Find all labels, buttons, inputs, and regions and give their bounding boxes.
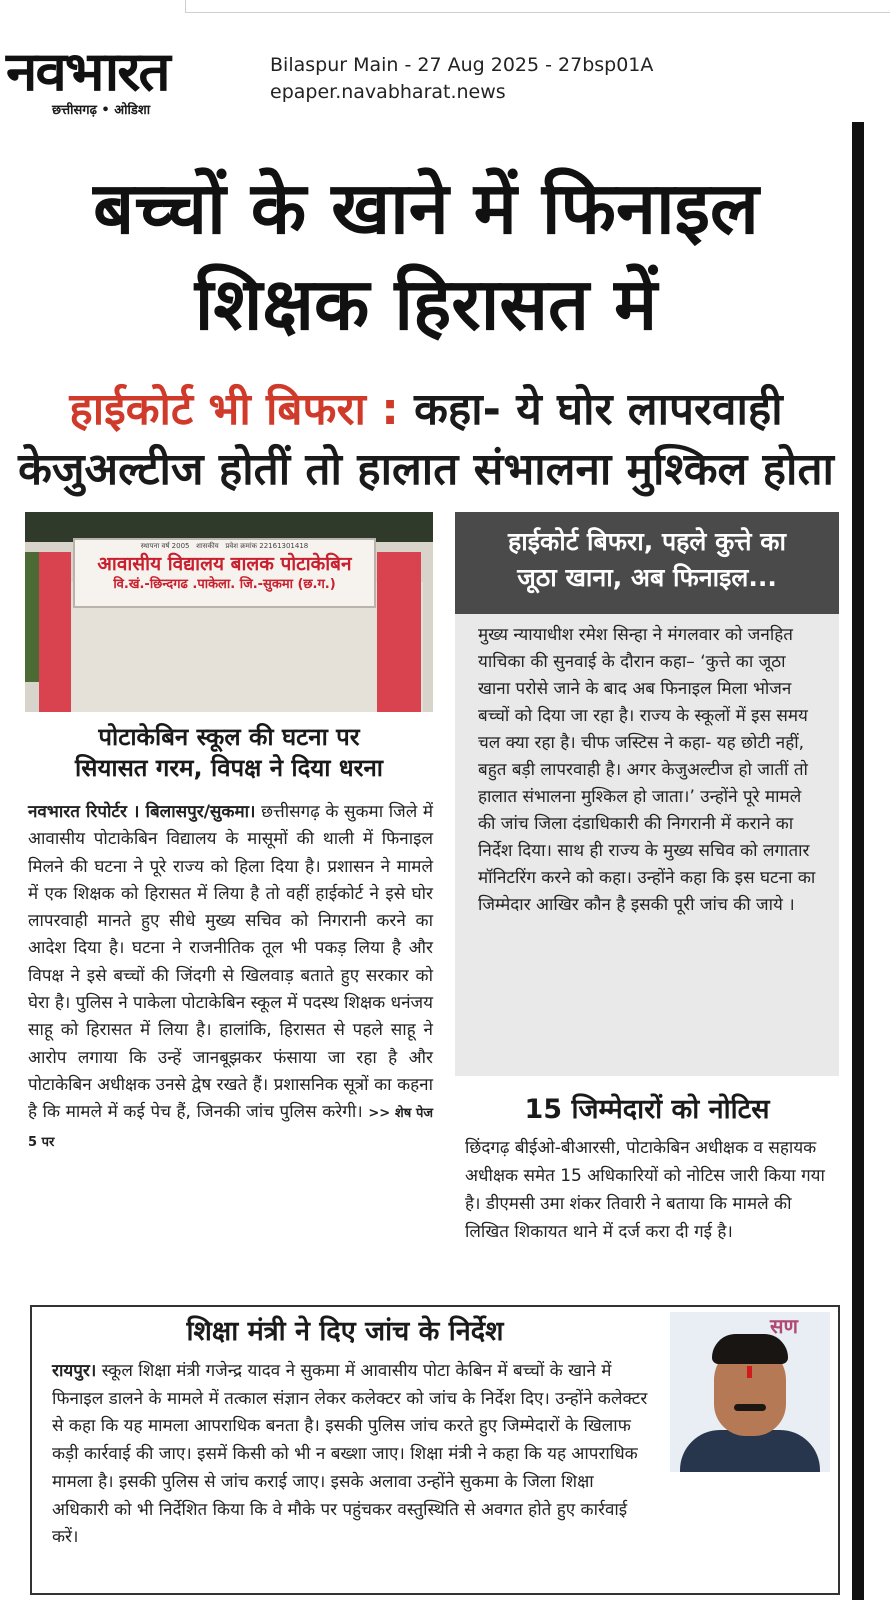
school-signboard xyxy=(73,538,376,608)
subheadline-line-2: केजुअल्टीज होतीं तो हालात संभालना मुश्किल होता xyxy=(18,444,834,495)
headline-line-2: शिक्षक हिरासत में xyxy=(194,262,658,346)
story-subheading-line-1: पोटाकेबिन स्कूल की घटना पर xyxy=(98,723,360,751)
portrait-tilak xyxy=(747,1366,752,1378)
edition-info xyxy=(270,52,653,106)
minister-body: स्कूल शिक्षा मंत्री गजेन्द्र यादव ने सुकमा में आवासीय पोटा केबिन में बच्चों के खाने में फिनाइल डालने के मामले में तत्काल संज्ञान लेकर कलेक्टर को जांच के निर्देश दिए। उन्होंने कलेक्टर से कहा कि यह मामला आपराधिक बनता है। इसकी पुलिस जांच करते हुए जिम्मेदारों के खिलाफ कड़ी कार्रवाई की जाए। इसमें किसी को भी न बख्शा जाए। शिक्षा मंत्री ने कहा कि यह आपराधिक मामला है। इसकी पुलिस से जांच कराई जाए। इसके अलावा उन्होंने सुकमा के जिला शिक्षा अधिकारी को भी निर्देशित किया कि वे मौके पर पहुंचकर वस्तुस्थिति से अवगत होते हुए कार्रवाई करें। xyxy=(52,1361,648,1548)
sign-established: स्थापना वर्ष 2005 xyxy=(140,542,190,550)
sign-government: शासकीय xyxy=(196,542,219,550)
story-byline: नवभारत रिपोर्टर । बिलासपुर/सुकमा। xyxy=(28,802,256,822)
top-border-line xyxy=(185,0,890,13)
school-photo xyxy=(25,512,433,712)
sidebar-text: मुख्य न्यायाधीश रमेश सिन्हा ने मंगलवार को जनहित याचिका की सुनवाई के दौरान कहा– ‘कुत्ते का जूठा खाना परोसे जाने के बाद अब फिनाइल मिला भोजन बच्चों को दिया जा रहा है। राज्य के स्कूलों में इस समय चल क्या रहा है। चीफ जस्टिस ने कहा- यह छोटी नहीं, बहुत बड़ी लापरवाही है। अगर केजुअल्टीज हो जातीं तो हालात संभालना मुश्किल हो जाता।’ उन्होंने पूरे मामले की जांच जिला दंडाधिकारी की निगरानी में कराने का निर्देश दिया। साथ ही राज्य के मुख्य सचिव को लगातार मॉनिटरिंग करने को कहा। उन्होंने कहा कि इस घटना का जिम्मेदार आखिर कौन है इसकी पूरी जांच की जाये । xyxy=(478,625,816,915)
subheadline-line-1 xyxy=(0,380,852,440)
portrait-hair xyxy=(712,1334,788,1364)
portrait-moustache xyxy=(734,1404,766,1411)
minister-text xyxy=(52,1358,652,1552)
photo-plant xyxy=(25,552,39,682)
minister-byline: रायपुर। xyxy=(52,1361,97,1381)
subheadline-black: कहा- ये घोर लापरवाही xyxy=(414,384,783,435)
site-url: epaper.navabharat.news xyxy=(270,81,506,103)
photo-pillar-right xyxy=(377,552,421,712)
newspaper-logo: नवभारत xyxy=(6,40,169,103)
main-headline xyxy=(0,160,852,352)
sidebar-heading-line-1: हाईकोर्ट बिफरा, पहले कुत्ते का xyxy=(508,527,786,556)
continued-link[interactable]: >> शेष पेज 5 पर xyxy=(28,1106,433,1150)
subheadline-red: हाईकोर्ट भी बिफरा : xyxy=(69,384,399,435)
main-story-body xyxy=(28,799,433,1156)
story-text: छत्तीसगढ़ के सुकमा जिले में आवासीय पोटाकेबिन विद्यालय के मासूमों की थाली में फिनाइल मिलने की घटना ने पूरे राज्य को हिला दिया है। प्रशासन ने मामले में एक शिक्षक को हिरासत में लिया है तो वहीं हाईकोर्ट ने इसे घोर लापरवाही मानते हुए सीधे मुख्य सचिव को निगरानी करने का आदेश दिया है। घटना ने राजनीतिक तूल भी पकड़ लिया है और विपक्ष ने इसे बच्चों की जिंदगी से खिलवाड़ बताते हुए सरकार को घेरा है। पुलिस ने पाकेला पोटाकेबिन स्कूल में पदस्थ शिक्षक धनंजय साहू को हिरासत में लिया है। हालांकि, हिरासत से पहले साहू ने आरोप लगाया कि उन्हें जानबूझकर फंसाया जा रहा है और पोटाकेबिन अधीक्षक उनसे द्वेष रखते हैं। प्रशासनिक सूत्रों का कहना है कि मामले में कई पेच हैं, जिनकी जांच पुलिस करेगी। xyxy=(28,802,434,1123)
photo-pillar-left xyxy=(39,552,71,712)
portrait-suit xyxy=(680,1430,820,1472)
headline-line-1: बच्चों के खाने में फिनाइल xyxy=(93,166,759,250)
sign-address: वि.खं.-छिन्दगढ .पाकेला. जि.-सुकमा (छ.ग.) xyxy=(113,577,336,592)
notice-heading: 15 जिम्मेदारों को नोटिस xyxy=(524,1094,770,1125)
minister-portrait xyxy=(670,1312,830,1472)
sidebar-heading xyxy=(455,512,839,614)
story-subheading xyxy=(25,722,433,784)
sign-school-name: आवासीय विद्यालय बालक पोटाकेबिन xyxy=(97,553,352,575)
right-page-bar xyxy=(852,122,864,1600)
portrait-background-text: सण xyxy=(770,1314,798,1338)
story-subheading-line-2: सियासत गरम, विपक्ष ने दिया धरना xyxy=(75,754,383,782)
subheadline xyxy=(0,380,852,500)
minister-heading: शिक्षा मंत्री ने दिए जांच के निर्देश xyxy=(186,1316,504,1347)
logo-subtitle: छत्तीसगढ़ • ओडिशा xyxy=(52,103,151,118)
notice-text: छिंदगढ़ बीईओ-बीआरसी, पोटाकेबिन अधीक्षक व सहायक अधीक्षक समेत 15 अधिकारियों को नोटिस जारी किया गया है। डीएमसी उमा शंकर तिवारी ने बताया कि मामले की लिखित शिकायत थाने में दर्ज करा दी गई है। xyxy=(465,1138,825,1242)
sidebar-heading-line-2: जूठा खाना, अब फिनाइल... xyxy=(517,563,777,592)
sign-top-row xyxy=(75,540,374,552)
edition-label: Bilaspur Main - 27 Aug 2025 - 27bsp01A xyxy=(270,54,654,76)
sign-code: प्रवेश क्रमांक 22161301418 xyxy=(225,542,309,550)
